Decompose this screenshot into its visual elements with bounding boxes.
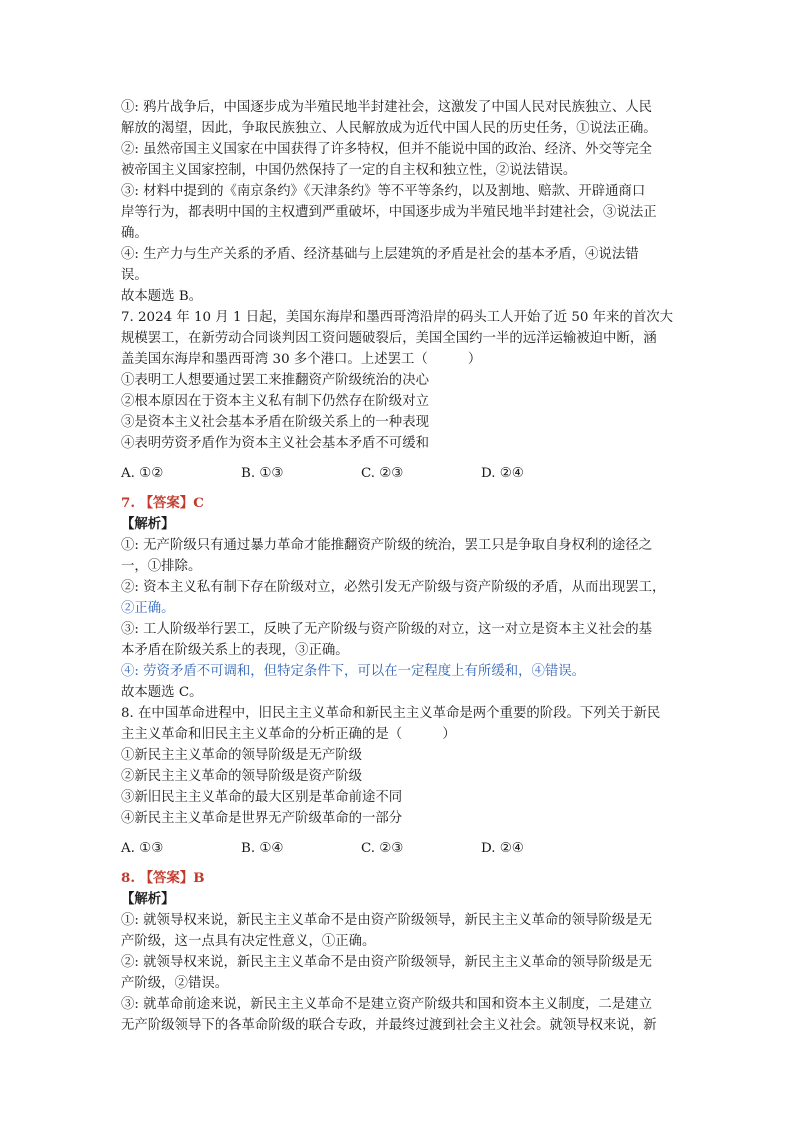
choice-option: D. ②④ (481, 466, 524, 481)
statement-item: ④表明劳资矛盾作为资本主义社会基本矛盾不可缓和 (121, 436, 429, 451)
statement-item: ③是资本主义社会基本矛盾在阶级关系上的一种表现 (121, 415, 429, 430)
statement-item: ①表明工人想要通过罢工来推翻资产阶级统治的决心 (121, 373, 429, 388)
q8-analysis-label: 【解析】 (121, 891, 175, 907)
q7-question (121, 307, 681, 703)
analysis-line: 故本题选 C。 (121, 685, 203, 700)
analysis-line: ②正确。 (121, 601, 175, 616)
analysis-line: 本矛盾在阶级关系上的表现，③正确。 (121, 643, 349, 658)
analysis-line: ③: 工人阶级举行罢工，反映了无产阶级与资产阶级的对立，这一对立是资本主义社会的基 (121, 622, 652, 637)
q8-question (121, 703, 681, 1036)
stem-line: 盖美国东海岸和墨西哥湾 30 多个港口。上述罢工（ ） (121, 352, 482, 367)
q8-answer-line (121, 868, 681, 889)
analysis-line: ③: 材料中提到的《南京条约》《天津条约》等不平等条约，以及割地、赔款、开辟通商口 (121, 184, 646, 199)
stem-line: 8. 在中国革命进程中，旧民主主义革命和新民主主义革命是两个重要的阶段。下列关于新民 (121, 706, 661, 721)
analysis-line: 被帝国主义国家控制，中国仍然保持了一定的自主权和独立性，②说法错误。 (121, 163, 577, 178)
analysis-line: 故本题选 B。 (121, 289, 203, 304)
stem-line: 主主义革命和旧民主主义革命的分析正确的是（ ） (121, 727, 456, 742)
analysis-line: 岸等行为，都表明中国的主权遭到严重破坏，中国逐步成为半殖民地半封建社会，③说法正 (121, 205, 657, 220)
analysis-line: 误。 (121, 268, 148, 283)
q7-answer-label: 7. 【答案】 (121, 495, 194, 511)
statement-item: ④新民主主义革命是世界无产阶级革命的一部分 (121, 811, 403, 826)
q7-answer-value: C (193, 495, 204, 511)
q8-options (121, 838, 681, 859)
choice-option: C. ②③ (361, 466, 404, 481)
q8-items (121, 745, 681, 829)
choice-option: C. ②③ (361, 841, 404, 856)
q8-answer-value: B (193, 870, 205, 886)
analysis-line: ①: 鸦片战争后，中国逐步成为半殖民地半封建社会，这激发了中国人民对民族独立、人民 (121, 100, 652, 115)
q7-analysis (121, 535, 681, 703)
statement-item: ①新民主主义革命的领导阶级是无产阶级 (121, 748, 363, 763)
q7-analysis-label: 【解析】 (121, 516, 175, 532)
choice-option: B. ①③ (241, 466, 284, 481)
stem-line: 规模罢工，在新劳动合同谈判因工资问题破裂后，美国全国约一半的远洋运输被迫中断，涵 (121, 331, 657, 346)
analysis-line: ③: 就革命前途来说，新民主主义革命不是建立资产阶级共和国和资本主义制度，二是建立 (121, 997, 652, 1012)
analysis-line: 无产阶级领导下的各革命阶级的联合专政，并最终过渡到社会主义社会。就领导权来说，新 (121, 1018, 657, 1033)
analysis-line: ①: 无产阶级只有通过暴力革命才能推翻资产阶级的统治，罢工只是争取自身权利的途径之 (121, 538, 652, 553)
stem-line: 7. 2024 年 10 月 1 日起，美国东海岸和墨西哥湾沿岸的码头工人开始了近 50 年来的首次大 (121, 310, 674, 325)
q7-items (121, 370, 681, 454)
q8-analysis (121, 910, 681, 1036)
document-content (121, 97, 681, 1036)
q6-analysis (121, 97, 681, 307)
statement-item: ②根本原因在于资本主义私有制下仍然存在阶级对立 (121, 394, 429, 409)
analysis-line: ②: 虽然帝国主义国家在中国获得了许多特权，但并不能说中国的政治、经济、外交等完全 (121, 142, 652, 157)
analysis-line: 确。 (121, 226, 148, 241)
choice-option: B. ①④ (241, 841, 284, 856)
analysis-line: 产阶级，②错误。 (121, 976, 229, 991)
choice-option: A. ①③ (121, 841, 164, 856)
analysis-line: 产阶级，这一点具有决定性意义，①正确。 (121, 934, 376, 949)
analysis-line: ④: 劳资矛盾不可调和，但特定条件下，可以在一定程度上有所缓和，④错误。 (121, 664, 586, 679)
q7-answer-line (121, 493, 681, 514)
q8-stem (121, 703, 681, 745)
analysis-line: ②: 资本主义私有制下存在阶级对立，必然引发无产阶级与资产阶级的矛盾，从而出现罢工， (121, 580, 666, 595)
choice-option: D. ②④ (481, 841, 524, 856)
analysis-line: ④: 生产力与生产关系的矛盾、经济基础与上层建筑的矛盾是社会的基本矛盾，④说法错 (121, 247, 639, 262)
statement-item: ③新旧民主主义革命的最大区别是革命前途不同 (121, 790, 403, 805)
choice-option: A. ①② (121, 466, 164, 481)
analysis-line: ②: 就领导权来说，新民主主义革命不是由资产阶级领导，新民主主义革命的领导阶级是无 (121, 955, 652, 970)
statement-item: ②新民主主义革命的领导阶级是资产阶级 (121, 769, 363, 784)
analysis-line: 一，①排除。 (121, 559, 202, 574)
q7-stem (121, 307, 681, 370)
q7-options (121, 463, 681, 484)
analysis-line: ①: 就领导权来说，新民主主义革命不是由资产阶级领导，新民主主义革命的领导阶级是无 (121, 913, 652, 928)
q8-answer-label: 8. 【答案】 (121, 870, 194, 886)
analysis-line: 解放的渴望，因此，争取民族独立、人民解放成为近代中国人民的历史任务，①说法正确。 (121, 121, 657, 136)
